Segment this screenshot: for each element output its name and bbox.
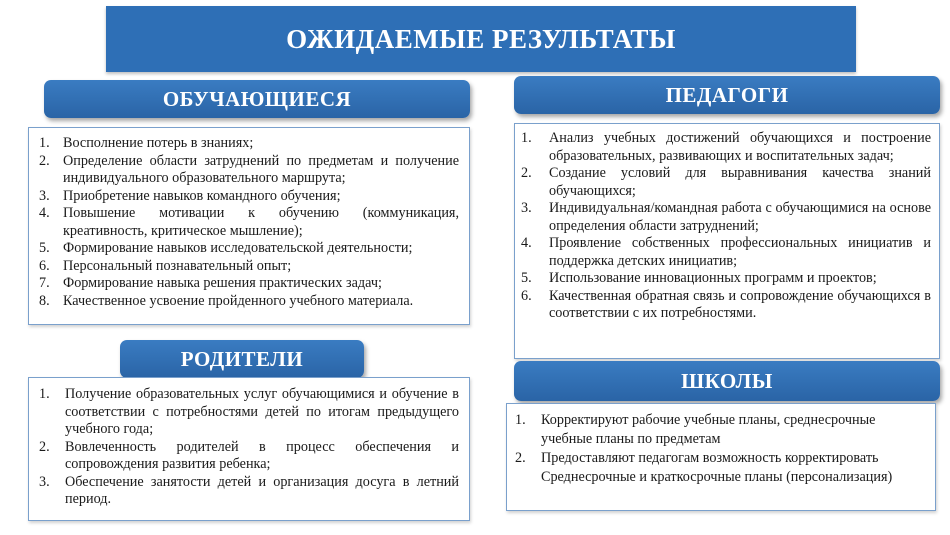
item-text: Использование инновационных программ и проектов; bbox=[549, 270, 877, 286]
list-item bbox=[521, 235, 931, 270]
item-number: 7. bbox=[39, 275, 50, 291]
item-text: Анализ учебных достижений обучающихся и построение образовательных, развивающих и воспитательных задач; bbox=[549, 130, 931, 164]
item-number: 3. bbox=[39, 187, 50, 204]
page-title: ОЖИДАЕМЫЕ РЕЗУЛЬТАТЫ bbox=[106, 6, 856, 72]
item-number: 5. bbox=[521, 270, 532, 286]
list-item bbox=[39, 258, 459, 276]
schools-list bbox=[515, 411, 923, 487]
students-heading: ОБУЧАЮЩИЕСЯ bbox=[44, 80, 470, 118]
item-text: Индивидуальная/командная работа с обучающимися на основе определения области затруднений; bbox=[549, 200, 931, 234]
item-text: Повышение мотивации к обучению (коммуникация, креативность, критическое мышление); bbox=[63, 205, 459, 239]
parents-heading: РОДИТЕЛИ bbox=[120, 340, 364, 378]
item-number: 3. bbox=[521, 200, 532, 216]
item-number: 2. bbox=[521, 165, 532, 181]
item-number: 2. bbox=[39, 438, 50, 455]
item-number: 1. bbox=[521, 130, 532, 146]
item-text: Формирование навыков исследовательской деятельности; bbox=[63, 240, 413, 256]
item-number: 6. bbox=[39, 257, 50, 274]
item-number: 1. bbox=[515, 412, 526, 428]
list-item bbox=[515, 411, 923, 449]
list-item bbox=[39, 386, 459, 439]
list-item bbox=[39, 135, 459, 153]
item-text: Создание условий для выравнивания качества знаний обучающихся; bbox=[549, 165, 931, 199]
list-item bbox=[521, 130, 931, 165]
list-item bbox=[521, 288, 931, 323]
item-text: Персональный познавательный опыт; bbox=[63, 257, 292, 274]
list-item bbox=[39, 474, 459, 509]
item-text: Вовлеченность родителей в процесс обеспечения и сопровождения развития ребенка; bbox=[65, 438, 459, 472]
list-item bbox=[521, 200, 931, 235]
item-text: Приобретение навыков командного обучения; bbox=[63, 187, 341, 204]
item-number: 8. bbox=[39, 292, 50, 309]
list-item bbox=[39, 188, 459, 206]
item-number: 1. bbox=[39, 386, 50, 402]
item-text: Предоставляют педагогам возможность корректировать Среднесрочные и краткосрочные планы (персонализация) bbox=[541, 450, 893, 485]
item-number: 2. bbox=[39, 152, 50, 169]
list-item bbox=[39, 293, 459, 311]
list-item bbox=[521, 270, 931, 288]
list-item bbox=[521, 165, 931, 200]
students-panel bbox=[28, 127, 470, 325]
item-number: 5. bbox=[39, 240, 50, 256]
teachers-heading: ПЕДАГОГИ bbox=[514, 76, 940, 114]
parents-panel bbox=[28, 377, 470, 521]
schools-heading: ШКОЛЫ bbox=[514, 361, 940, 401]
list-item bbox=[39, 240, 459, 258]
parents-list bbox=[39, 386, 459, 509]
item-number: 4. bbox=[521, 235, 532, 251]
list-item bbox=[39, 153, 459, 188]
item-text: Качественное усвоение пройденного учебного материала. bbox=[63, 292, 414, 309]
list-item bbox=[515, 449, 923, 487]
item-number: 3. bbox=[39, 473, 50, 490]
item-text: Корректируют рабочие учебные планы, среднесрочные учебные планы по предметам bbox=[541, 412, 876, 447]
item-number: 6. bbox=[521, 287, 532, 304]
item-text: Получение образовательных услуг обучающимися и обучение в соответствии с потребностями детей по итогам предыдущего учебного года; bbox=[65, 386, 459, 437]
item-text: Определение области затруднений по предметам и получение индивидуального образовательного маршрута; bbox=[63, 152, 459, 186]
item-text: Восполнение потерь в знаниях; bbox=[63, 135, 254, 151]
item-number: 4. bbox=[39, 205, 50, 221]
item-number: 1. bbox=[39, 135, 50, 151]
schools-panel bbox=[506, 403, 936, 511]
item-number: 2. bbox=[515, 450, 526, 466]
list-item bbox=[39, 205, 459, 240]
item-text: Формирование навыка решения практических задач; bbox=[63, 275, 382, 291]
students-list bbox=[39, 135, 459, 310]
item-text: Проявление собственных профессиональных инициатив и поддержка детских инициатив; bbox=[549, 235, 931, 269]
item-text: Качественная обратная связь и сопровождение обучающихся в соответствии с их потребностями. bbox=[549, 287, 931, 321]
item-text: Обеспечение занятости детей и организация досуга в летний период. bbox=[65, 473, 459, 507]
teachers-list bbox=[521, 130, 931, 323]
teachers-panel bbox=[514, 123, 940, 359]
list-item bbox=[39, 439, 459, 474]
list-item bbox=[39, 275, 459, 293]
